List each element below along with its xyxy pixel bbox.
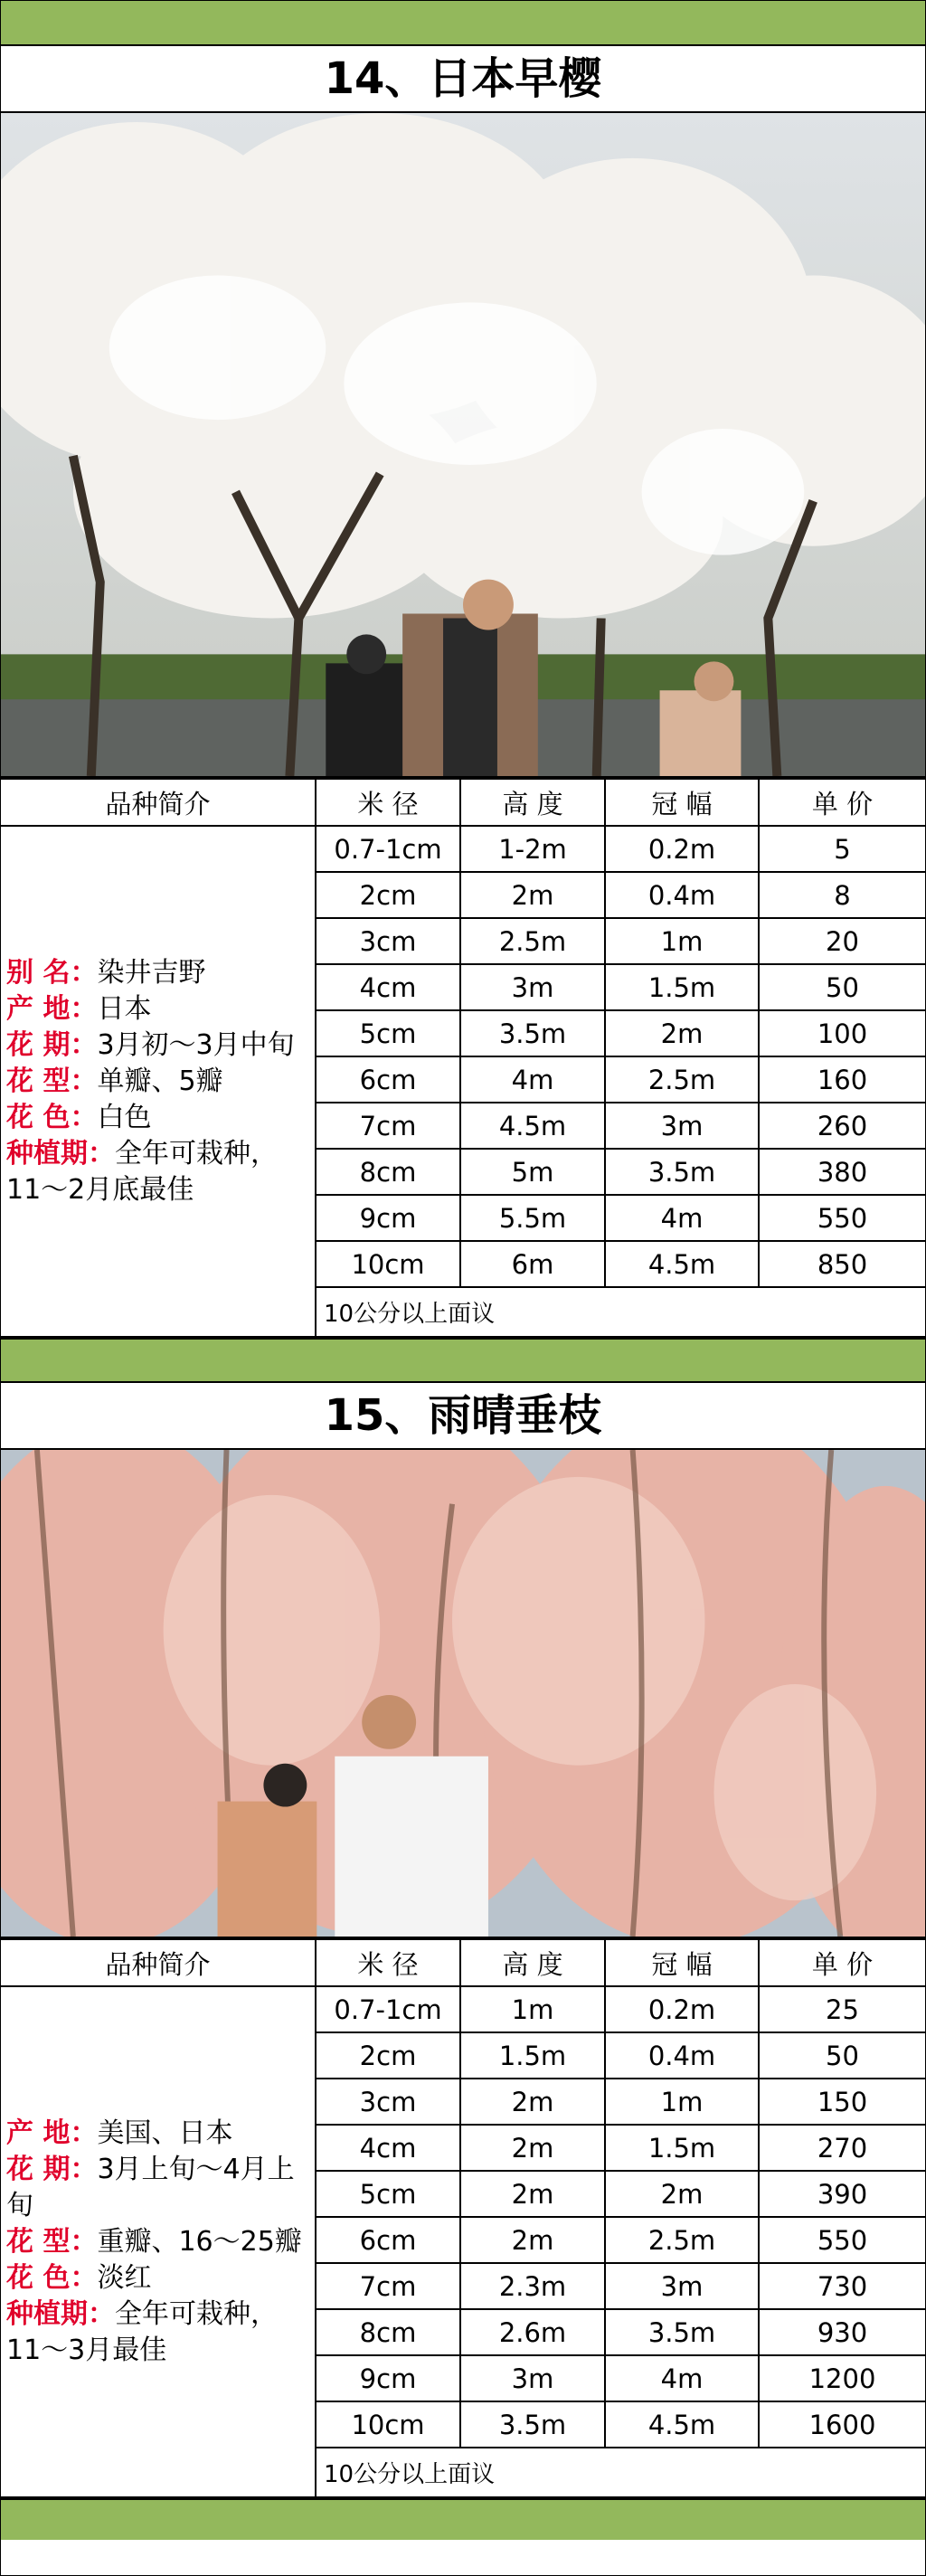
intro-line: 花 期：3月上旬～4月上旬	[6, 2153, 295, 2221]
price-note: 10公分以上面议	[316, 2448, 925, 2497]
cell-crown: 0.2m	[605, 1986, 759, 2032]
cell-diameter: 4cm	[316, 964, 460, 1010]
cell-height: 1-2m	[460, 826, 605, 872]
cell-height: 2.6m	[460, 2309, 605, 2355]
cell-price: 850	[759, 1241, 925, 1287]
cell-price: 730	[759, 2263, 925, 2309]
top-green-band	[1, 1, 925, 46]
cell-diameter: 9cm	[316, 2355, 460, 2401]
cell-height: 2m	[460, 2079, 605, 2125]
weeping-cherry-photo	[1, 1450, 925, 1938]
cell-height: 6m	[460, 1241, 605, 1287]
cell-crown: 0.2m	[605, 826, 759, 872]
intro-line: 花 型：单瓣、5瓣	[6, 1065, 223, 1097]
cell-crown: 1m	[605, 2079, 759, 2125]
cell-price: 150	[759, 2079, 925, 2125]
cell-diameter: 9cm	[316, 1195, 460, 1241]
cell-crown: 3m	[605, 1103, 759, 1149]
intro-line: 种植期：全年可栽种，11～3月最佳	[6, 2297, 278, 2366]
cell-crown: 4.5m	[605, 2401, 759, 2448]
cell-diameter: 3cm	[316, 2079, 460, 2125]
cell-diameter: 8cm	[316, 2309, 460, 2355]
cherry-blossom-photo	[1, 113, 925, 778]
cell-diameter: 2cm	[316, 872, 460, 918]
header-diameter: 米 径	[316, 1939, 460, 1986]
cell-price: 1200	[759, 2355, 925, 2401]
cell-diameter: 2cm	[316, 2032, 460, 2079]
cell-diameter: 3cm	[316, 918, 460, 964]
cell-height: 3.5m	[460, 1010, 605, 1056]
header-height: 高 度	[460, 779, 605, 826]
cell-price: 380	[759, 1149, 925, 1195]
header-diameter: 米 径	[316, 779, 460, 826]
cell-diameter: 10cm	[316, 1241, 460, 1287]
variety-intro	[1, 826, 316, 1337]
cell-diameter: 10cm	[316, 2401, 460, 2448]
cell-price: 25	[759, 1986, 925, 2032]
cell-diameter: 5cm	[316, 1010, 460, 1056]
cell-price: 260	[759, 1103, 925, 1149]
cell-crown: 1m	[605, 918, 759, 964]
table-row	[1, 1986, 925, 2032]
intro-line: 别 名：染井吉野	[6, 956, 206, 989]
cell-crown: 2m	[605, 1010, 759, 1056]
cell-crown: 1.5m	[605, 2125, 759, 2171]
cell-height: 2m	[460, 872, 605, 918]
header-crown: 冠 幅	[605, 779, 759, 826]
cell-crown: 3m	[605, 2263, 759, 2309]
price-table	[1, 1938, 925, 2498]
cell-height: 2m	[460, 2125, 605, 2171]
header-crown: 冠 幅	[605, 1939, 759, 1986]
cell-price: 20	[759, 918, 925, 964]
cell-price: 1600	[759, 2401, 925, 2448]
cell-price: 550	[759, 1195, 925, 1241]
cell-crown: 0.4m	[605, 2032, 759, 2079]
intro-line: 花 型：重瓣、16～25瓣	[6, 2225, 302, 2258]
cell-price: 160	[759, 1056, 925, 1103]
cell-price: 550	[759, 2217, 925, 2263]
cell-crown: 3.5m	[605, 1149, 759, 1195]
cell-price: 930	[759, 2309, 925, 2355]
cell-crown: 1.5m	[605, 964, 759, 1010]
header-price: 单 价	[759, 779, 925, 826]
cell-price: 270	[759, 2125, 925, 2171]
cell-crown: 4m	[605, 1195, 759, 1241]
price-table	[1, 778, 925, 1338]
cell-crown: 4m	[605, 2355, 759, 2401]
cell-height: 4m	[460, 1056, 605, 1103]
table-header-row	[1, 1939, 925, 1986]
cell-height: 2m	[460, 2217, 605, 2263]
cell-price: 5	[759, 826, 925, 872]
cell-height: 3m	[460, 964, 605, 1010]
cell-height: 2.5m	[460, 918, 605, 964]
cell-diameter: 7cm	[316, 2263, 460, 2309]
cell-diameter: 6cm	[316, 2217, 460, 2263]
cell-crown: 2m	[605, 2171, 759, 2217]
cell-diameter: 6cm	[316, 1056, 460, 1103]
cell-height: 4.5m	[460, 1103, 605, 1149]
section-title: 15、雨晴垂枝	[1, 1383, 925, 1450]
price-note: 10公分以上面议	[316, 1287, 925, 1337]
cell-crown: 4.5m	[605, 1241, 759, 1287]
section-title: 14、日本早樱	[1, 46, 925, 113]
variety-intro	[1, 1986, 316, 2497]
header-intro: 品种简介	[1, 779, 316, 826]
cell-height: 5.5m	[460, 1195, 605, 1241]
table-header-row	[1, 779, 925, 826]
cell-height: 2m	[460, 2171, 605, 2217]
cell-diameter: 4cm	[316, 2125, 460, 2171]
cell-height: 3m	[460, 2355, 605, 2401]
cell-crown: 3.5m	[605, 2309, 759, 2355]
cell-price: 390	[759, 2171, 925, 2217]
cell-diameter: 7cm	[316, 1103, 460, 1149]
intro-line: 花 色：白色	[6, 1101, 152, 1133]
cell-price: 100	[759, 1010, 925, 1056]
intro-line: 花 期：3月初～3月中旬	[6, 1028, 295, 1061]
cell-height: 1.5m	[460, 2032, 605, 2079]
bottom-green-band	[1, 2498, 925, 2540]
cell-height: 5m	[460, 1149, 605, 1195]
cell-price: 50	[759, 964, 925, 1010]
header-price: 单 价	[759, 1939, 925, 1986]
cell-height: 2.3m	[460, 2263, 605, 2309]
intro-line: 花 色：淡红	[6, 2261, 152, 2294]
intro-line: 产 地：美国、日本	[6, 2117, 233, 2149]
cell-height: 1m	[460, 1986, 605, 2032]
cell-diameter: 5cm	[316, 2171, 460, 2217]
intro-line: 产 地：日本	[6, 992, 152, 1025]
header-intro: 品种简介	[1, 1939, 316, 1986]
cell-price: 8	[759, 872, 925, 918]
cell-crown: 2.5m	[605, 2217, 759, 2263]
cell-price: 50	[759, 2032, 925, 2079]
cell-diameter: 0.7-1cm	[316, 826, 460, 872]
header-height: 高 度	[460, 1939, 605, 1986]
cell-height: 3.5m	[460, 2401, 605, 2448]
cell-crown: 0.4m	[605, 872, 759, 918]
middle-green-band	[1, 1338, 925, 1383]
cell-diameter: 8cm	[316, 1149, 460, 1195]
table-row	[1, 826, 925, 872]
intro-line: 种植期：全年可栽种，11～2月底最佳	[6, 1137, 278, 1206]
cell-crown: 2.5m	[605, 1056, 759, 1103]
cell-diameter: 0.7-1cm	[316, 1986, 460, 2032]
